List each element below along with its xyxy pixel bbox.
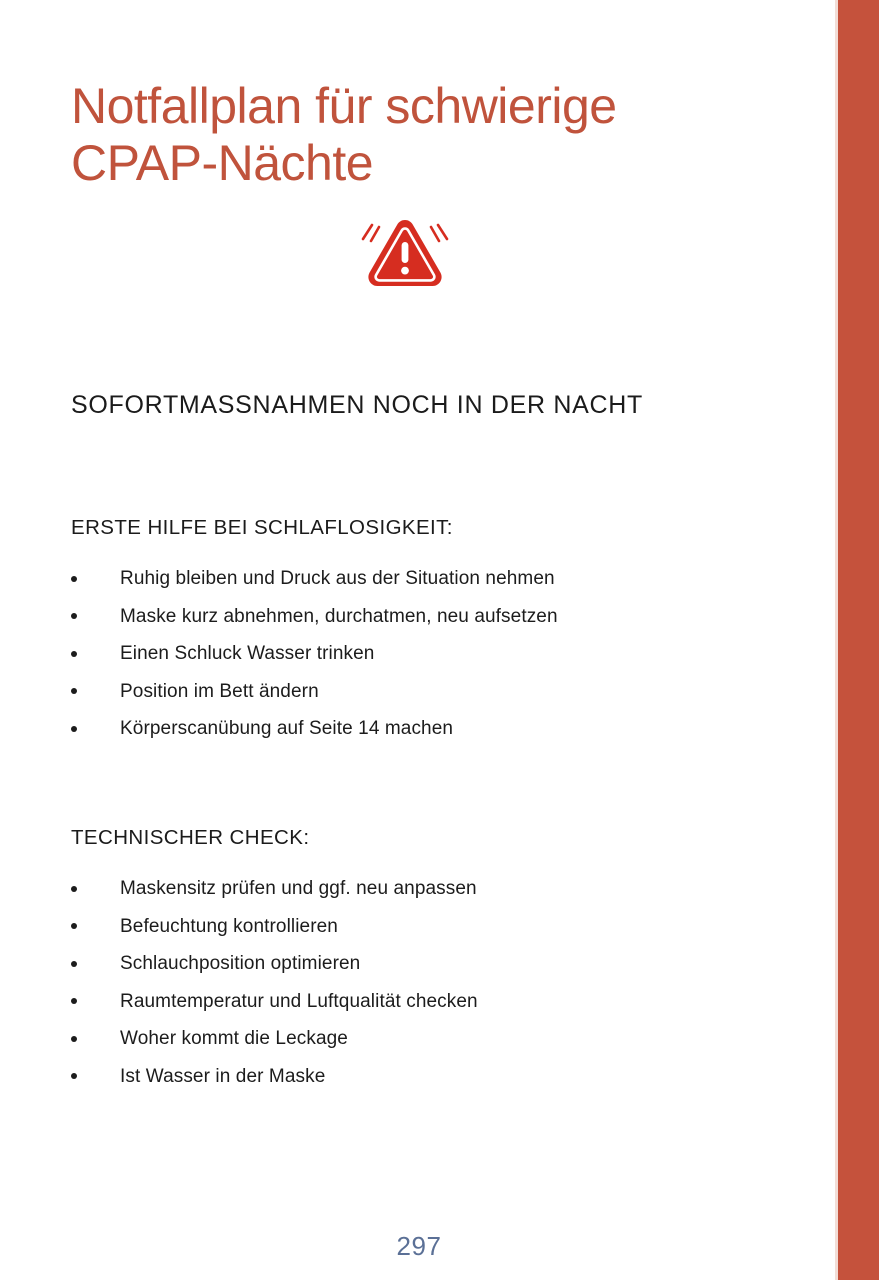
list-item-label: Maske kurz abnehmen, durchatmen, neu aufsetzen [120,605,558,627]
list-item-label: Einen Schluck Wasser trinken [120,643,375,664]
bullet-dot-icon [71,688,77,694]
subsection-heading: ERSTE HILFE BEI SCHLAFLOSIGKEIT: [71,515,453,539]
list-item-label: Maskensitz prüfen und ggf. neu anpassen [120,878,477,899]
list-item-label: Position im Bett ändern [120,680,319,702]
list-item [71,1058,771,1096]
list-item [71,870,771,908]
page-title-line-2: CPAP-Nächte [71,134,374,191]
list-item-label: Befeuchtung kontrollieren [120,915,338,937]
bullet-dot-icon [71,961,77,967]
bullet-dot-icon [71,613,77,619]
list-item-label: Körperscanübung auf Seite 14 machen [120,718,454,739]
warning-triangle-icon [355,206,455,296]
page-number: 297 [396,1231,442,1261]
list-item [71,598,771,636]
bullet-dot-icon [71,726,77,732]
list-item-label: Ruhig bleiben und Druck aus der Situation nehmen [120,568,555,589]
list-item [71,983,771,1021]
section-heading: SOFORTMASSNAHMEN NOCH IN DER NACHT [71,390,643,419]
list-item-label: Raumtemperatur und Luftqualität checken [120,990,478,1012]
subsection-list-technischer-check [71,870,771,1095]
warning-icon-container [0,206,810,301]
list-item [71,635,771,673]
bullet-dot-icon [71,576,77,582]
page-title-line-1: Notfallplan für schwierige [71,77,617,134]
list-item [71,560,771,598]
list-item [71,1020,771,1058]
list-item-label: Woher kommt die Leckage [120,1028,348,1049]
bullet-dot-icon [71,1073,77,1079]
list-item [71,945,771,983]
bullet-dot-icon [71,998,77,1004]
subsection-technischer-check [71,805,771,1095]
bullet-dot-icon [71,886,77,892]
subsection-list-erste-hilfe [71,560,771,748]
page-edge-accent-bar [838,0,879,1280]
page-title [71,78,731,192]
bullet-dot-icon [71,651,77,657]
bullet-dot-icon [71,1036,77,1042]
list-item-label: Ist Wasser in der Maske [120,1065,326,1087]
list-item [71,710,771,748]
list-item-label: Schlauchposition optimieren [120,953,361,974]
bullet-dot-icon [71,923,77,929]
subsection-heading: TECHNISCHER CHECK: [71,825,310,849]
list-item [71,908,771,946]
subsection-erste-hilfe [71,495,771,748]
list-item [71,673,771,711]
